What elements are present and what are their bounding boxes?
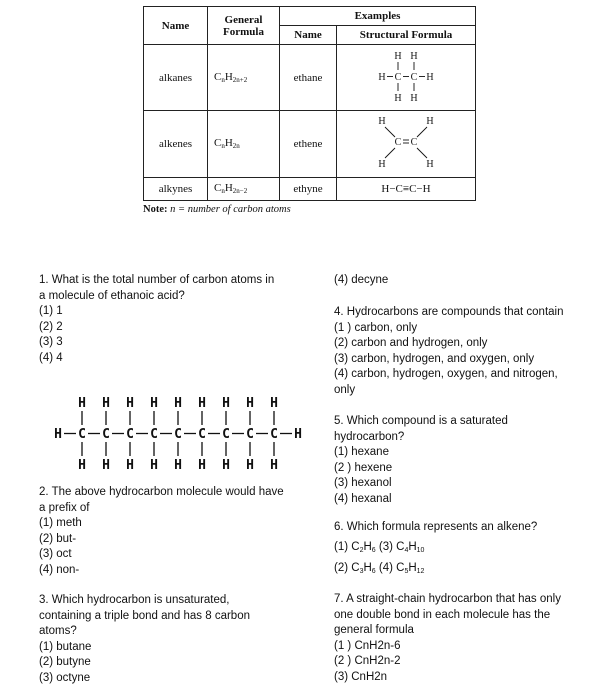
answer-option: (1 ) carbon, only: [334, 321, 418, 334]
carbon-atom: C: [174, 427, 182, 442]
question-text: a prefix of: [39, 501, 90, 514]
answer-option: (4) decyne: [334, 274, 389, 286]
svg-text:H: H: [410, 93, 418, 105]
hydrocarbon-table: [143, 6, 476, 201]
answer-option: only: [334, 383, 356, 396]
hydrogen-atom: H: [78, 396, 86, 411]
header-examples: Examples: [280, 7, 476, 26]
answer-options-row-2: (2) $C_3H_6$ (4) $C_5H_{12}$: [334, 562, 425, 575]
answer-option: (3) 3: [39, 336, 63, 348]
svg-text:H: H: [378, 116, 386, 128]
answer-option: (1) hexane: [334, 446, 389, 458]
question-5: [334, 414, 508, 507]
ethane-structure-drawing: [356, 48, 456, 104]
hydrogen-atom: H: [246, 458, 254, 473]
svg-text:H: H: [378, 159, 386, 171]
example-ethane: ethane: [280, 45, 337, 111]
hydrogen-atom: H: [150, 458, 158, 473]
hydrogen-atom: H: [246, 396, 254, 411]
answer-options-row-1: (1) $C_2H_6$ (3) $C_4H_{10}$: [334, 540, 425, 554]
carbon-atom: C: [78, 427, 86, 442]
hydrogen-atom: H: [150, 396, 158, 411]
header-name: Name: [144, 7, 208, 45]
answer-option: (2 ) hexene: [334, 461, 393, 474]
question-text: a molecule of ethanoic acid?: [39, 289, 185, 302]
example-ethyne: ethyne: [280, 177, 337, 200]
answer-option: (3) oct: [39, 548, 72, 560]
svg-text:H: H: [426, 159, 434, 171]
nonane-structure-drawing: [42, 392, 302, 474]
question-7: [334, 592, 561, 685]
question-6: [334, 520, 537, 580]
question-text: one double bond in each molecule has the: [334, 608, 551, 621]
hydrogen-atom: H: [198, 458, 206, 473]
carbon-atom: C: [150, 427, 158, 442]
ethyne-structure: H−C≡C−H: [337, 177, 476, 200]
answer-option: (1 ) CnH2n-6: [334, 639, 401, 652]
ethene-structure: [337, 111, 476, 178]
answer-option: (1) 1: [39, 305, 63, 317]
svg-text:H: H: [426, 72, 434, 84]
svg-text:C: C: [410, 72, 418, 84]
question-1: [39, 273, 274, 366]
answer-option: (3) hexanol: [334, 477, 392, 489]
answer-option: (4) 4: [39, 351, 63, 364]
carbon-atom: C: [222, 427, 230, 442]
answer-option: (3) carbon, hydrogen, and oxygen, only: [334, 352, 535, 365]
hydrogen-atom: H: [270, 396, 278, 411]
question-text: 5. Which compound is a saturated: [334, 415, 508, 427]
hydrogen-atom: H: [198, 396, 206, 411]
carbon-atom: C: [246, 427, 254, 442]
note-text: n = number of carbon atoms: [167, 204, 291, 215]
question-text: hydrocarbon?: [334, 430, 405, 443]
answer-option: (1) meth: [39, 517, 82, 529]
answer-option: (4) non-: [39, 563, 80, 576]
question-text: 2. The above hydrocarbon molecule would have: [39, 486, 284, 498]
question-4: [334, 305, 564, 398]
carbon-atom: C: [270, 427, 278, 442]
hydrogen-atom: H: [270, 458, 278, 473]
header-structural-formula: Structural Formula: [337, 26, 476, 45]
question-text: containing a triple bond and has 8 carbon: [39, 609, 250, 622]
example-ethene: ethene: [280, 111, 337, 178]
question-text: 7. A straight-chain hydrocarbon that has only: [334, 593, 561, 605]
answer-option: (2) carbon and hydrogen, only: [334, 337, 488, 349]
hydrogen-atom: H: [54, 427, 62, 442]
answer-option: (2) butyne: [39, 656, 91, 668]
hydrogen-atom: H: [102, 396, 110, 411]
question-text: atoms?: [39, 625, 77, 637]
hydrogen-atom: H: [294, 427, 302, 442]
question-3-continued: [334, 273, 388, 289]
carbon-atom: C: [126, 427, 134, 442]
formula-alkynes: $C_nH_{2n-2}$: [208, 177, 280, 200]
hydrogen-atom: H: [126, 396, 134, 411]
question-text: 4. Hydrocarbons are compounds that contain: [334, 306, 564, 318]
svg-text:C: C: [394, 137, 402, 149]
svg-text:C: C: [410, 137, 418, 149]
formula-alkenes: $C_nH_{2n}$: [208, 111, 280, 178]
svg-text:H: H: [378, 72, 386, 84]
question-2: [39, 485, 284, 578]
carbon-atom: C: [102, 427, 110, 442]
answer-option: (4) hexanal: [334, 492, 392, 505]
note-label: Note:: [143, 204, 168, 215]
svg-text:H: H: [426, 116, 434, 128]
hydrogen-atom: H: [222, 458, 230, 473]
ethene-structure-drawing: [356, 113, 456, 171]
row-name-alkynes: alkynes: [144, 177, 208, 200]
question-text: 3. Which hydrocarbon is unsaturated,: [39, 594, 230, 606]
question-text: 1. What is the total number of carbon atoms in: [39, 274, 275, 286]
svg-text:C: C: [394, 72, 402, 84]
header-example-name: Name: [280, 26, 337, 45]
hydrogen-atom: H: [174, 458, 182, 473]
question-3: [39, 593, 250, 686]
hydrogen-atom: H: [78, 458, 86, 473]
row-name-alkanes: alkanes: [144, 45, 208, 111]
answer-option: (4) carbon, hydrogen, oxygen, and nitrogen,: [334, 368, 558, 380]
hydrogen-atom: H: [174, 396, 182, 411]
row-name-alkenes: alkenes: [144, 111, 208, 178]
ethane-structure: [337, 45, 476, 111]
header-general-formula: General Formula: [208, 7, 280, 45]
svg-text:H: H: [394, 93, 402, 105]
answer-option: (3) CnH2n: [334, 670, 388, 683]
answer-option: (2) 2: [39, 320, 63, 333]
svg-text:H: H: [410, 51, 418, 63]
answer-option: (2 ) CnH2n-2: [334, 655, 401, 667]
svg-text:H: H: [394, 51, 402, 63]
answer-option: (2) but-: [39, 532, 77, 545]
hydrogen-atom: H: [102, 458, 110, 473]
question-text: 6. Which formula represents an alkene?: [334, 521, 538, 533]
answer-option: (3) octyne: [39, 671, 91, 684]
hydrogen-atom: H: [222, 396, 230, 411]
formula-alkanes: $C_nH_{2n+2}$: [208, 45, 280, 111]
hydrogen-atom: H: [126, 458, 134, 473]
carbon-atom: C: [198, 427, 206, 442]
answer-option: (1) butane: [39, 640, 92, 653]
question-text: general formula: [334, 624, 414, 636]
table-note: [143, 204, 291, 215]
